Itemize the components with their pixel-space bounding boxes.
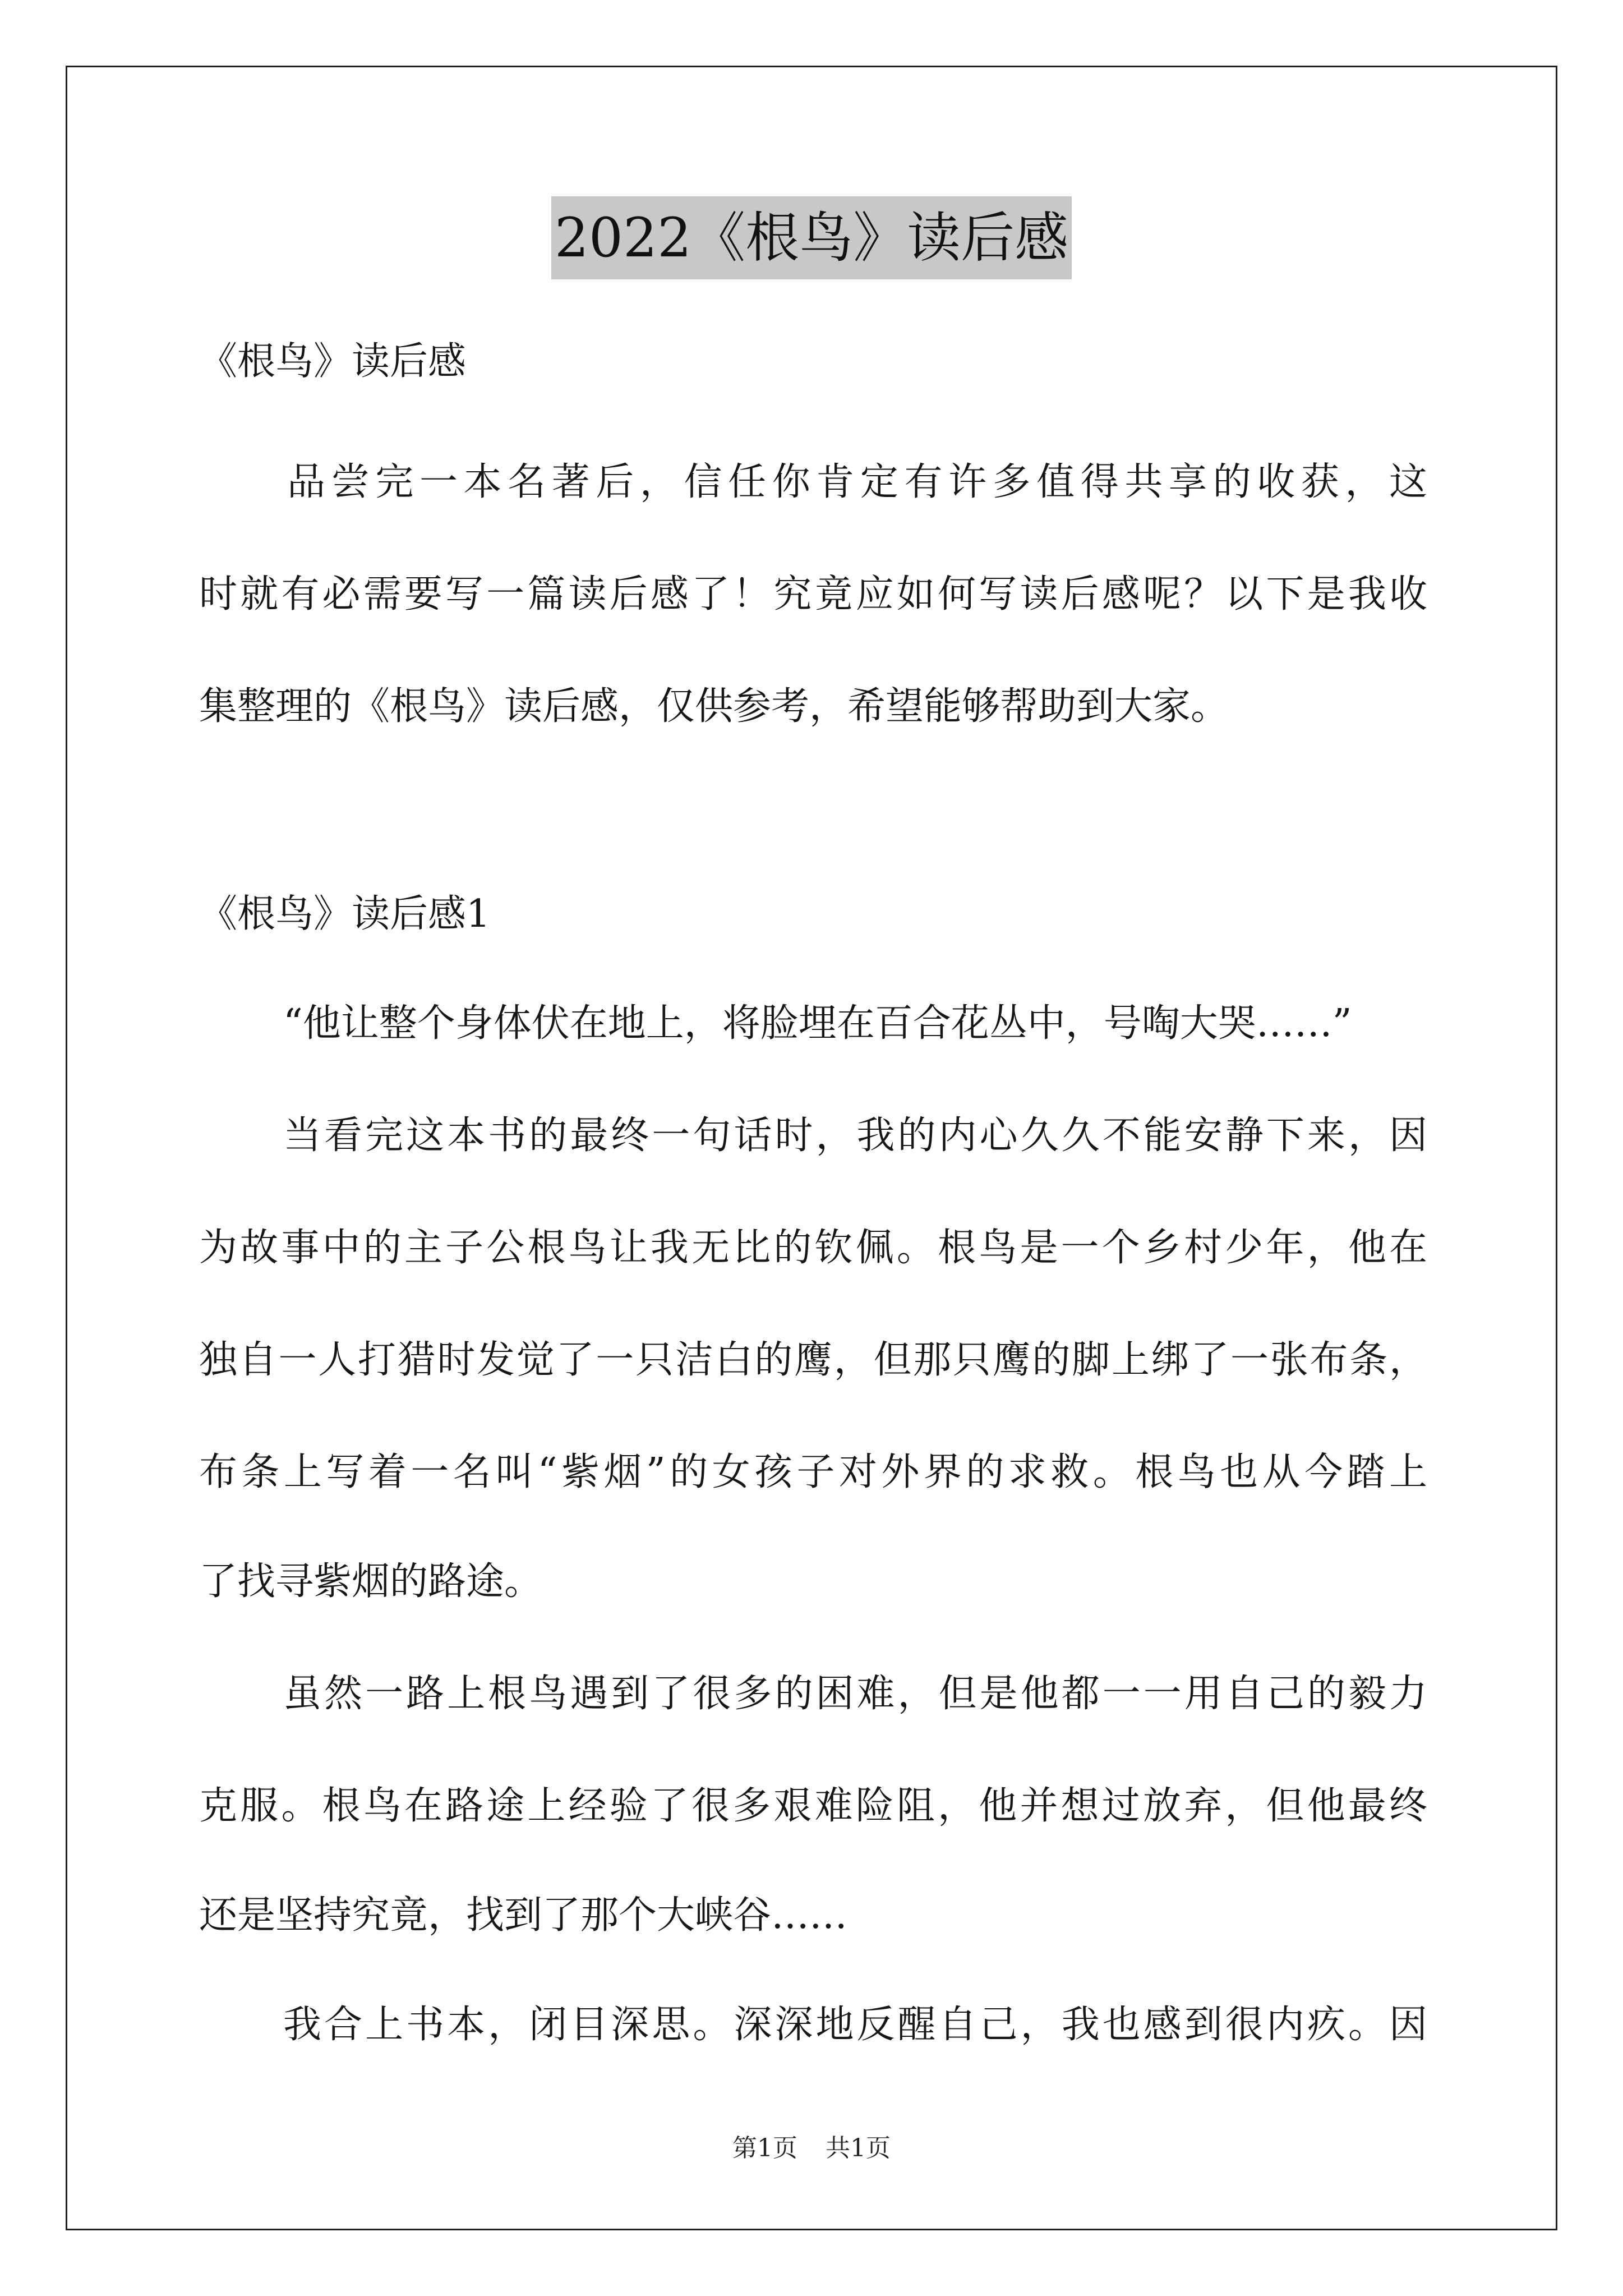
intro-line-3: 集整理的《根鸟》读后感，仅供参考，希望能够帮助到大家。 — [199, 684, 1229, 729]
intro-line-1: 品尝完一本名著后，信任你肯定有许多值得共享的收获，这 — [199, 460, 1427, 504]
page-footer — [0, 2132, 1623, 2165]
paragraph-3-line-1: 我合上书本，闭目深思。深深地反醒自己，我也感到很内疚。因 — [283, 2003, 1427, 2047]
section-heading: 《根鸟》读后感1 — [199, 892, 491, 936]
subtitle-heading: 《根鸟》读后感 — [199, 339, 467, 384]
paragraph-2-line-1: 虽然一路上根鸟遇到了很多的困难，但是他都一一用自己的毅力 — [283, 1672, 1427, 1716]
quote-line: “他让整个身体伏在地上，将脸埋在百合花丛中，号啕大哭……” — [283, 1001, 1352, 1046]
page-total: 共1页 — [826, 2134, 891, 2162]
paragraph-2-line-3: 还是坚持究竟，找到了那个大峡谷…… — [199, 1893, 848, 1938]
paragraph-1-line-2: 为故事中的主子公根鸟让我无比的钦佩。根鸟是一个乡村少年，他在 — [199, 1226, 1427, 1270]
intro-line-2: 时就有必需要写一篇读后感了！究竟应如何写读后感呢？以下是我收 — [199, 572, 1427, 616]
paragraph-2-line-2: 克服。根鸟在路途上经验了很多艰难险阻，他并想过放弃，但他最终 — [199, 1784, 1427, 1828]
title-container — [0, 196, 1623, 279]
paragraph-1-line-5: 了找寻紫烟的路途。 — [199, 1559, 543, 1604]
paragraph-1-line-3: 独自一人打猎时发觉了一只洁白的鹰，但那只鹰的脚上绑了一张布条， — [199, 1338, 1427, 1382]
page-number: 第1页 — [732, 2134, 797, 2162]
paragraph-1-line-4: 布条上写着一名叫“紫烟”的女孩子对外界的求救。根鸟也从今踏上 — [199, 1450, 1427, 1494]
document-title: 2022《根鸟》读后感 — [551, 196, 1072, 279]
paragraph-1-line-1: 当看完这本书的最终一句话时，我的内心久久不能安静下来，因 — [283, 1114, 1427, 1158]
